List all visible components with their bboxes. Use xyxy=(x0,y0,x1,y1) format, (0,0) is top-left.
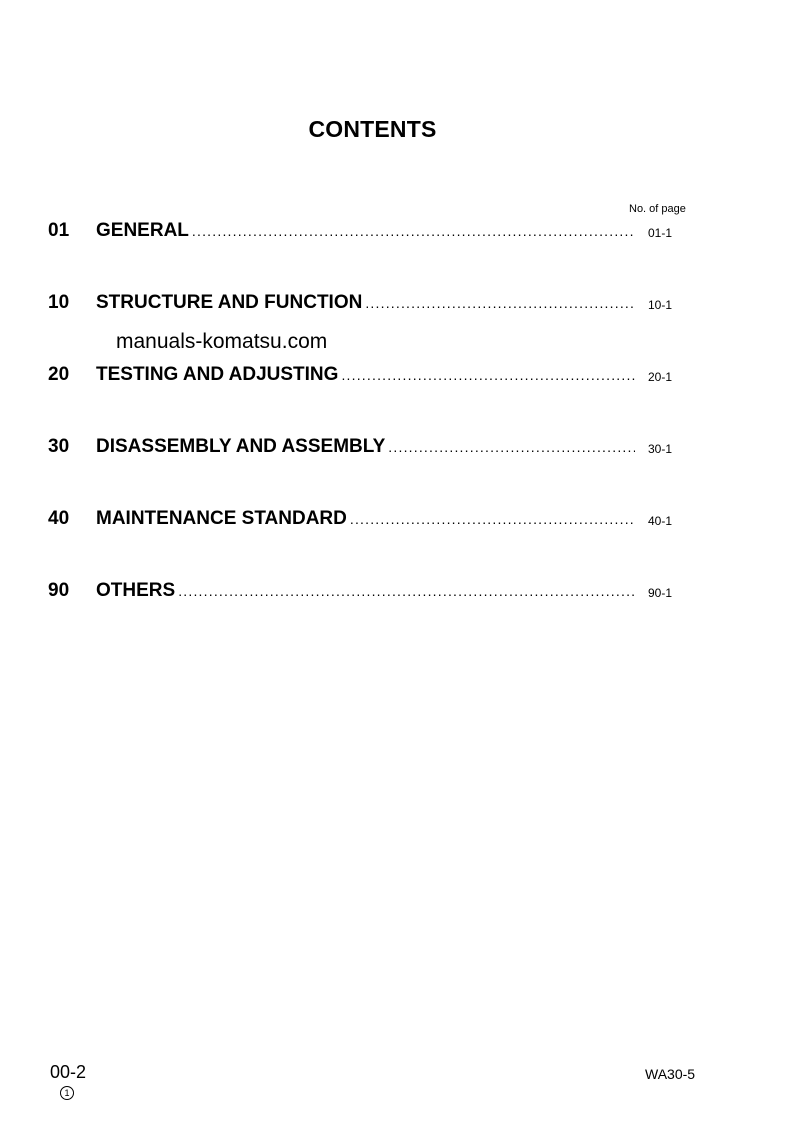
dot-leader xyxy=(365,290,635,316)
toc-entry-page: 10-1 xyxy=(648,298,673,312)
toc-entry-testing-and-adjusting[interactable] xyxy=(48,362,698,434)
toc-entry-label: STRUCTURE AND FUNCTION xyxy=(96,292,363,313)
toc-entry-number: 10 xyxy=(48,292,70,313)
toc-entry-general[interactable] xyxy=(48,218,698,290)
revision-mark: 1 xyxy=(60,1086,74,1100)
toc-entry-line xyxy=(96,218,635,244)
toc-entry-number: 01 xyxy=(48,220,70,241)
page-column-header: No. of page xyxy=(629,203,686,215)
toc-entry-page: 20-1 xyxy=(648,370,673,384)
toc-entry-label: GENERAL xyxy=(96,220,189,241)
toc-entry-number: 20 xyxy=(48,364,70,385)
toc-entry-number: 30 xyxy=(48,436,70,457)
toc-entry-line xyxy=(96,578,635,604)
toc-entry-label: OTHERS xyxy=(96,580,176,601)
dot-leader xyxy=(178,578,635,604)
toc-entry-label: TESTING AND ADJUSTING xyxy=(96,364,339,385)
toc-entry-page: 40-1 xyxy=(648,514,673,528)
dot-leader xyxy=(192,218,635,244)
footer-model: WA30-5 xyxy=(645,1066,696,1082)
dot-leader xyxy=(388,434,635,460)
watermark-text: manuals-komatsu.com xyxy=(116,330,328,353)
toc-entry-others[interactable] xyxy=(48,578,698,650)
toc-entry-number: 40 xyxy=(48,508,70,529)
toc-entry-maintenance-standard[interactable] xyxy=(48,506,698,578)
toc-entry-page: 30-1 xyxy=(648,442,673,456)
table-of-contents xyxy=(48,218,698,650)
dot-leader xyxy=(350,506,635,532)
toc-entry-line xyxy=(96,290,635,316)
page-title: CONTENTS xyxy=(308,116,437,142)
footer-page-number: 00-2 xyxy=(50,1062,87,1082)
toc-entry-line xyxy=(96,434,635,460)
toc-entry-page: 01-1 xyxy=(648,226,673,240)
toc-entry-line xyxy=(96,506,635,532)
toc-entry-page: 90-1 xyxy=(648,586,673,600)
toc-entry-label: MAINTENANCE STANDARD xyxy=(96,508,347,529)
toc-entry-disassembly-and-assembly[interactable] xyxy=(48,434,698,506)
toc-entry-number: 90 xyxy=(48,580,70,601)
dot-leader xyxy=(341,362,635,388)
toc-entry-line xyxy=(96,362,635,388)
toc-entry-label: DISASSEMBLY AND ASSEMBLY xyxy=(96,436,386,457)
